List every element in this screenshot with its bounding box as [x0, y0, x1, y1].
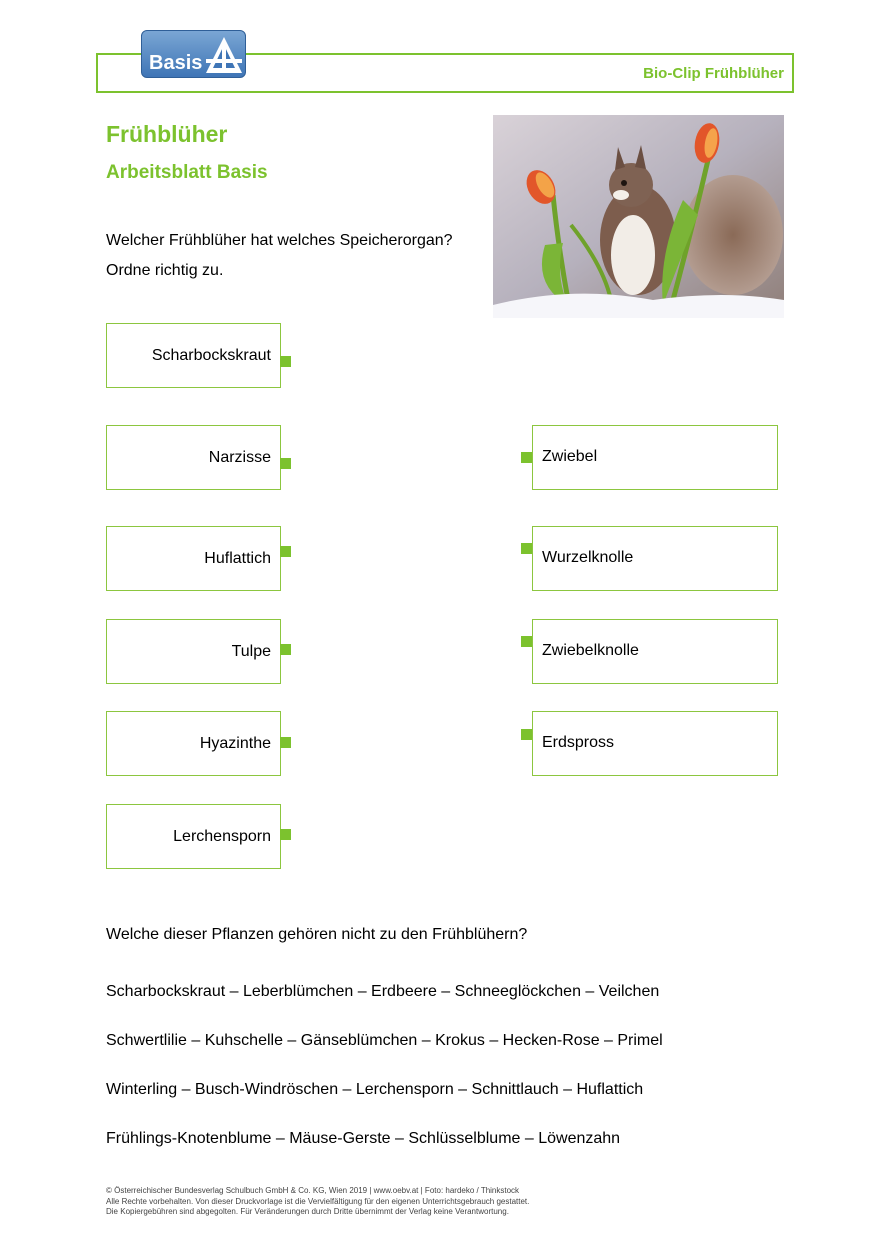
- page-subtitle: Arbeitsblatt Basis: [106, 162, 268, 183]
- plant-label: Narzisse: [208, 448, 271, 466]
- task1-question: Welcher Frühblüher hat welches Speicherorgan?: [106, 232, 453, 249]
- page-title: Frühblüher: [106, 121, 228, 147]
- plant-label: Hyazinthe: [199, 734, 271, 752]
- connector-point-left-3[interactable]: [280, 546, 291, 557]
- plant-list-line: Scharbockskraut – Leberblümchen – Erdbeere – Schneeglöckchen – Veilchen: [106, 983, 660, 1000]
- connector-point-left-1[interactable]: [280, 356, 291, 367]
- connector-point-left-4[interactable]: [280, 644, 291, 655]
- task2-question: Welche dieser Pflanzen gehören nicht zu den Frühblühern?: [106, 926, 528, 943]
- footer-line: © Österreichischer Bundesverlag Schulbuch GmbH & Co. KG, Wien 2019 | www.oebv.at | Foto: hardeko / Thinkstock: [106, 1186, 520, 1195]
- plant-list-line: Winterling – Busch-Windröschen – Lerchensporn – Schnittlauch – Huflattich: [106, 1081, 644, 1098]
- connector-point-left-6[interactable]: [280, 829, 291, 840]
- plant-box-hyazinthe: [106, 711, 281, 776]
- organ-label: Zwiebelknolle: [542, 641, 639, 659]
- connector-point-right-1[interactable]: [521, 452, 532, 463]
- plant-label: Scharbockskraut: [151, 346, 271, 364]
- connector-point-right-4[interactable]: [521, 729, 532, 740]
- task1-instructions: [106, 226, 453, 286]
- task1-instruction: Ordne richtig zu.: [106, 262, 224, 279]
- plant-box-tulpe: [106, 619, 281, 684]
- plant-label: Tulpe: [231, 642, 271, 660]
- organ-label: Erdspross: [542, 733, 615, 751]
- plant-label: Lerchensporn: [173, 827, 271, 845]
- plant-box-narzisse: [106, 425, 281, 490]
- basis-logo: [141, 30, 246, 78]
- footer-line: Die Kopiergebühren sind abgegolten. Für Veränderungen durch Dritte übernimmt der Verlag keine Verantwortung.: [106, 1207, 509, 1216]
- plant-box-huflattich: [106, 526, 281, 591]
- organ-box-erdspross: [532, 711, 778, 776]
- connector-point-right-3[interactable]: [521, 636, 532, 647]
- plant-box-lerchensporn: [106, 804, 281, 869]
- organ-box-wurzelknolle: [532, 526, 778, 591]
- footer-line: Alle Rechte vorbehalten. Von dieser Druckvorlage ist die Vervielfältigung für den eigenen Unterrichtsgebrauch gestattet.: [106, 1196, 530, 1206]
- squirrel-tulips-photo: [493, 115, 784, 318]
- organ-box-zwiebel: [532, 425, 778, 490]
- connector-point-right-2[interactable]: [521, 543, 532, 554]
- logo-text: Basis: [149, 52, 203, 74]
- plant-list-line: Schwertlilie – Kuhschelle – Gänseblümchen – Krokus – Hecken-Rose – Primel: [106, 1032, 663, 1049]
- connector-point-left-5[interactable]: [280, 737, 291, 748]
- plant-box-scharbockskraut: [106, 323, 281, 388]
- organ-label: Wurzelknolle: [542, 548, 634, 566]
- plant-label: Huflattich: [204, 549, 271, 567]
- organ-label: Zwiebel: [542, 447, 598, 465]
- plant-list-line: Frühlings-Knotenblume – Mäuse-Gerste – Schlüsselblume – Löwenzahn: [106, 1130, 621, 1147]
- organ-box-zwiebelknolle: [532, 619, 778, 684]
- triangle-logo-icon: [204, 35, 244, 75]
- copyright-footer: [106, 1186, 529, 1218]
- connector-point-left-2[interactable]: [280, 458, 291, 469]
- header-title: Bio-Clip Frühblüher: [643, 65, 784, 82]
